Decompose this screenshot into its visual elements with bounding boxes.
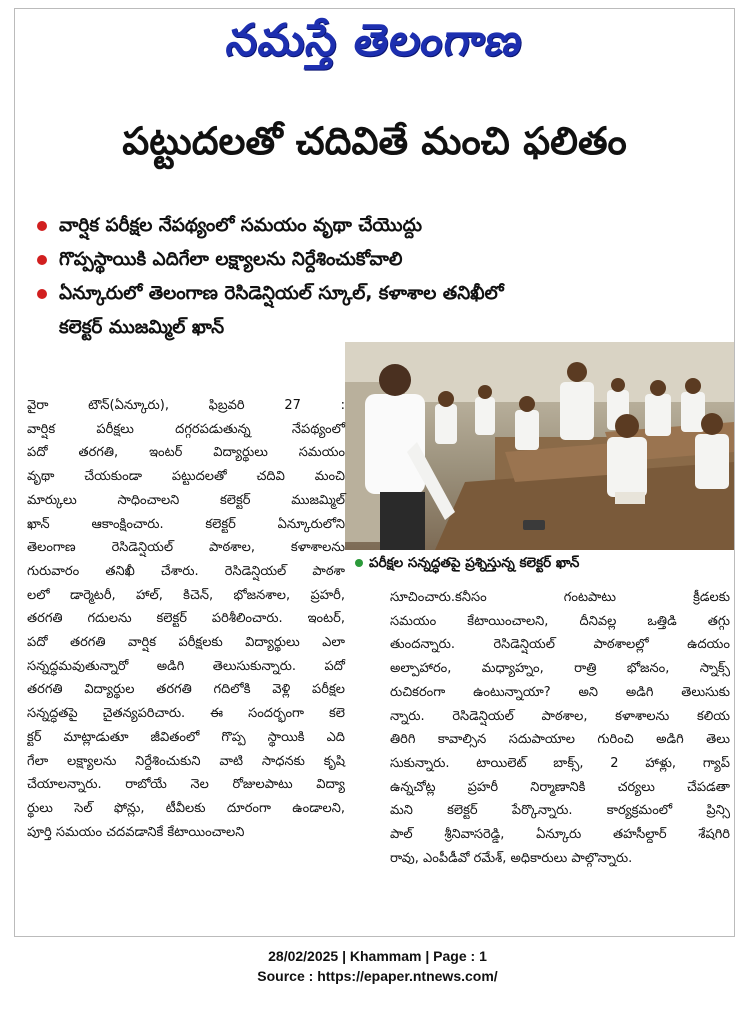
article-line: గేలా లక్ష్యాలను నిర్దేశించుకుని వాటి సాధనకు కృషి (27, 753, 345, 769)
bullet-dot-icon (37, 255, 47, 265)
article-line: సూచించారు.కనీసం గంటపాటు క్రీడలకు (390, 590, 730, 605)
article-line: మని కలెక్టర్ పేర్కొన్నారు. కార్యక్రమంలో ప్రిన్సి (390, 803, 730, 819)
bullet-item (33, 277, 733, 311)
subhead-bullets (33, 209, 733, 345)
article-line: తిరిగి కావాల్సిన సదుపాయాల గురించి అడిగి తెలు (390, 732, 730, 748)
page-footer (0, 946, 755, 986)
article-line: ర్థులు సెల్ ఫోన్లు, టీవీలకు దూరంగా ఉండాలని, (27, 800, 345, 816)
article-line: తుందన్నారు. రెసిడెన్షియల్ పాఠశాలల్లో ఉదయం (390, 637, 730, 653)
masthead-logo: నమస్తే తెలంగాణ (223, 15, 527, 66)
article-right-column (390, 586, 730, 870)
article-line: ఉన్నచోట్ల ప్రహరీ నిర్మాణానికి చర్యలు చేపడతా (390, 779, 730, 795)
article-line: సన్నద్ధమవుతున్నారో అడిగి తెలుసుకున్నారు. పదో (27, 658, 345, 674)
caption-text: పరీక్షల సన్నద్ధతపై ప్రశ్నిస్తున్న కలెక్టర్ ఖాన్ (369, 555, 580, 571)
photo-caption (355, 555, 730, 574)
bullet-text: గొప్పస్థాయికి ఎదిగేలా లక్ష్యాలను నిర్దేశించుకోవాలి (59, 249, 403, 270)
article-line: గురువారం తనిఖీ చేశారు. రెసిడెన్షియల్ పాఠశా (27, 563, 345, 579)
article-line: పాల్ శ్రీనివాసరెడ్డి, ఏన్కూరు తహసీల్దార్ శేషగిరి (390, 827, 730, 843)
classroom-photo-illustration (345, 342, 734, 550)
article-line: మార్కులు సాధించాలని కలెక్టర్ ముజమ్మిల్ (27, 492, 345, 508)
headline: పట్టుదలతో చదివితే మంచి ఫలితం (122, 119, 627, 163)
article-line: తరగతి విద్యార్థుల తరగతి గదిలోకి వెళ్లి పరీక్షల (27, 682, 345, 698)
article-line: సమయం కేటాయించాలని, దీనివల్ల ఒత్తిడి తగ్గు (390, 613, 730, 629)
article-line: పదో తరగతి వార్షిక పరీక్షలకు విద్యార్థులు ఎలా (27, 635, 345, 651)
article-line: క్టర్ మాట్లాడుతూ జీవితంలో గొప్ప స్థాయికి ఎది (27, 729, 345, 745)
article-line: న్నారు. రెసిడెన్షియల్ పాఠశాల, కళాశాలను కలియ (390, 708, 730, 724)
article-line: లలో డార్మెటరీ, హాల్, కిచెన్, భోజనశాల, ప్రహరీ, (27, 587, 345, 603)
bullet-text: ఏన్కూరులో తెలంగాణ రెసిడెన్షియల్ స్కూల్, కళాశాల తనిఖీలో (59, 283, 504, 304)
article-line: రుచికరంగా ఉంటున్నాయా? అని అడిగి తెలుసుకు (390, 684, 730, 700)
article-line: సుకున్నారు. టాయిలెట్ బాక్స్, 2 హాళ్లు, గ్యాప్ (390, 755, 730, 771)
article-line: వార్షిక పరీక్షలు దగ్గరపడుతున్న నేపథ్యంలో (27, 421, 345, 437)
article-line: తెలంగాణ రెసిడెన్షియల్ పాఠశాల, కళాశాలను (27, 540, 345, 556)
footer-source-link[interactable]: Source : https://epaper.ntnews.com/ (257, 968, 498, 984)
article-line: తరగతి గదులను కలెక్టర్ పరిశీలించారు. ఇంటర్, (27, 611, 345, 627)
bullet-text: వార్షిక పరీక్షల నేపథ్యంలో సమయం వృథా చేయొద్దు (59, 215, 423, 236)
article-line: అల్పాహారం, మధ్యాహ్నం, రాత్రి భోజనం, స్నాక్స్ (390, 661, 730, 677)
article-line: సన్నద్ధతపై చైతన్యపరిచారు. ఈ సందర్భంగా కలె (27, 706, 345, 722)
bullet-dot-icon (37, 289, 47, 299)
article-line: వైరా టౌన్(ఏన్కూరు), ఫిబ్రవరి 27 : (27, 398, 345, 413)
footer-dateline: 28/02/2025 | Khammam | Page : 1 (268, 948, 487, 964)
classroom-photo (345, 342, 734, 550)
article-left-column (27, 394, 345, 844)
article-line: ఖాన్ ఆకాంక్షించారు. కలెక్టర్ ఏన్కూరులోని (27, 516, 345, 532)
bullet-continuation: కలెక్టర్ ముజమ్మిల్ ఖాన్ (59, 317, 225, 338)
article-line: రావు, ఎంపీడీవో రమేశ్, అధికారులు పాల్గొన్నారు. (390, 850, 633, 866)
masthead (15, 9, 734, 79)
article-line: వృథా చేయకుండా పట్టుదలతో చదివి మంచి (27, 469, 345, 485)
article-line: పూర్తి సమయం చదవడానికే కేటాయించాలని (27, 824, 245, 840)
caption-dot-icon (355, 559, 363, 567)
bullet-item (33, 243, 733, 277)
bullet-item (33, 209, 733, 243)
article-line: పదో తరగతి, ఇంటర్ విద్యార్థులు సమయం (27, 445, 345, 461)
article-line: చేయాలన్నారు. రాబోయే నెల రోజులపాటు విద్యా (27, 777, 345, 793)
bullet-dot-icon (37, 221, 47, 231)
news-clipping (14, 8, 735, 937)
